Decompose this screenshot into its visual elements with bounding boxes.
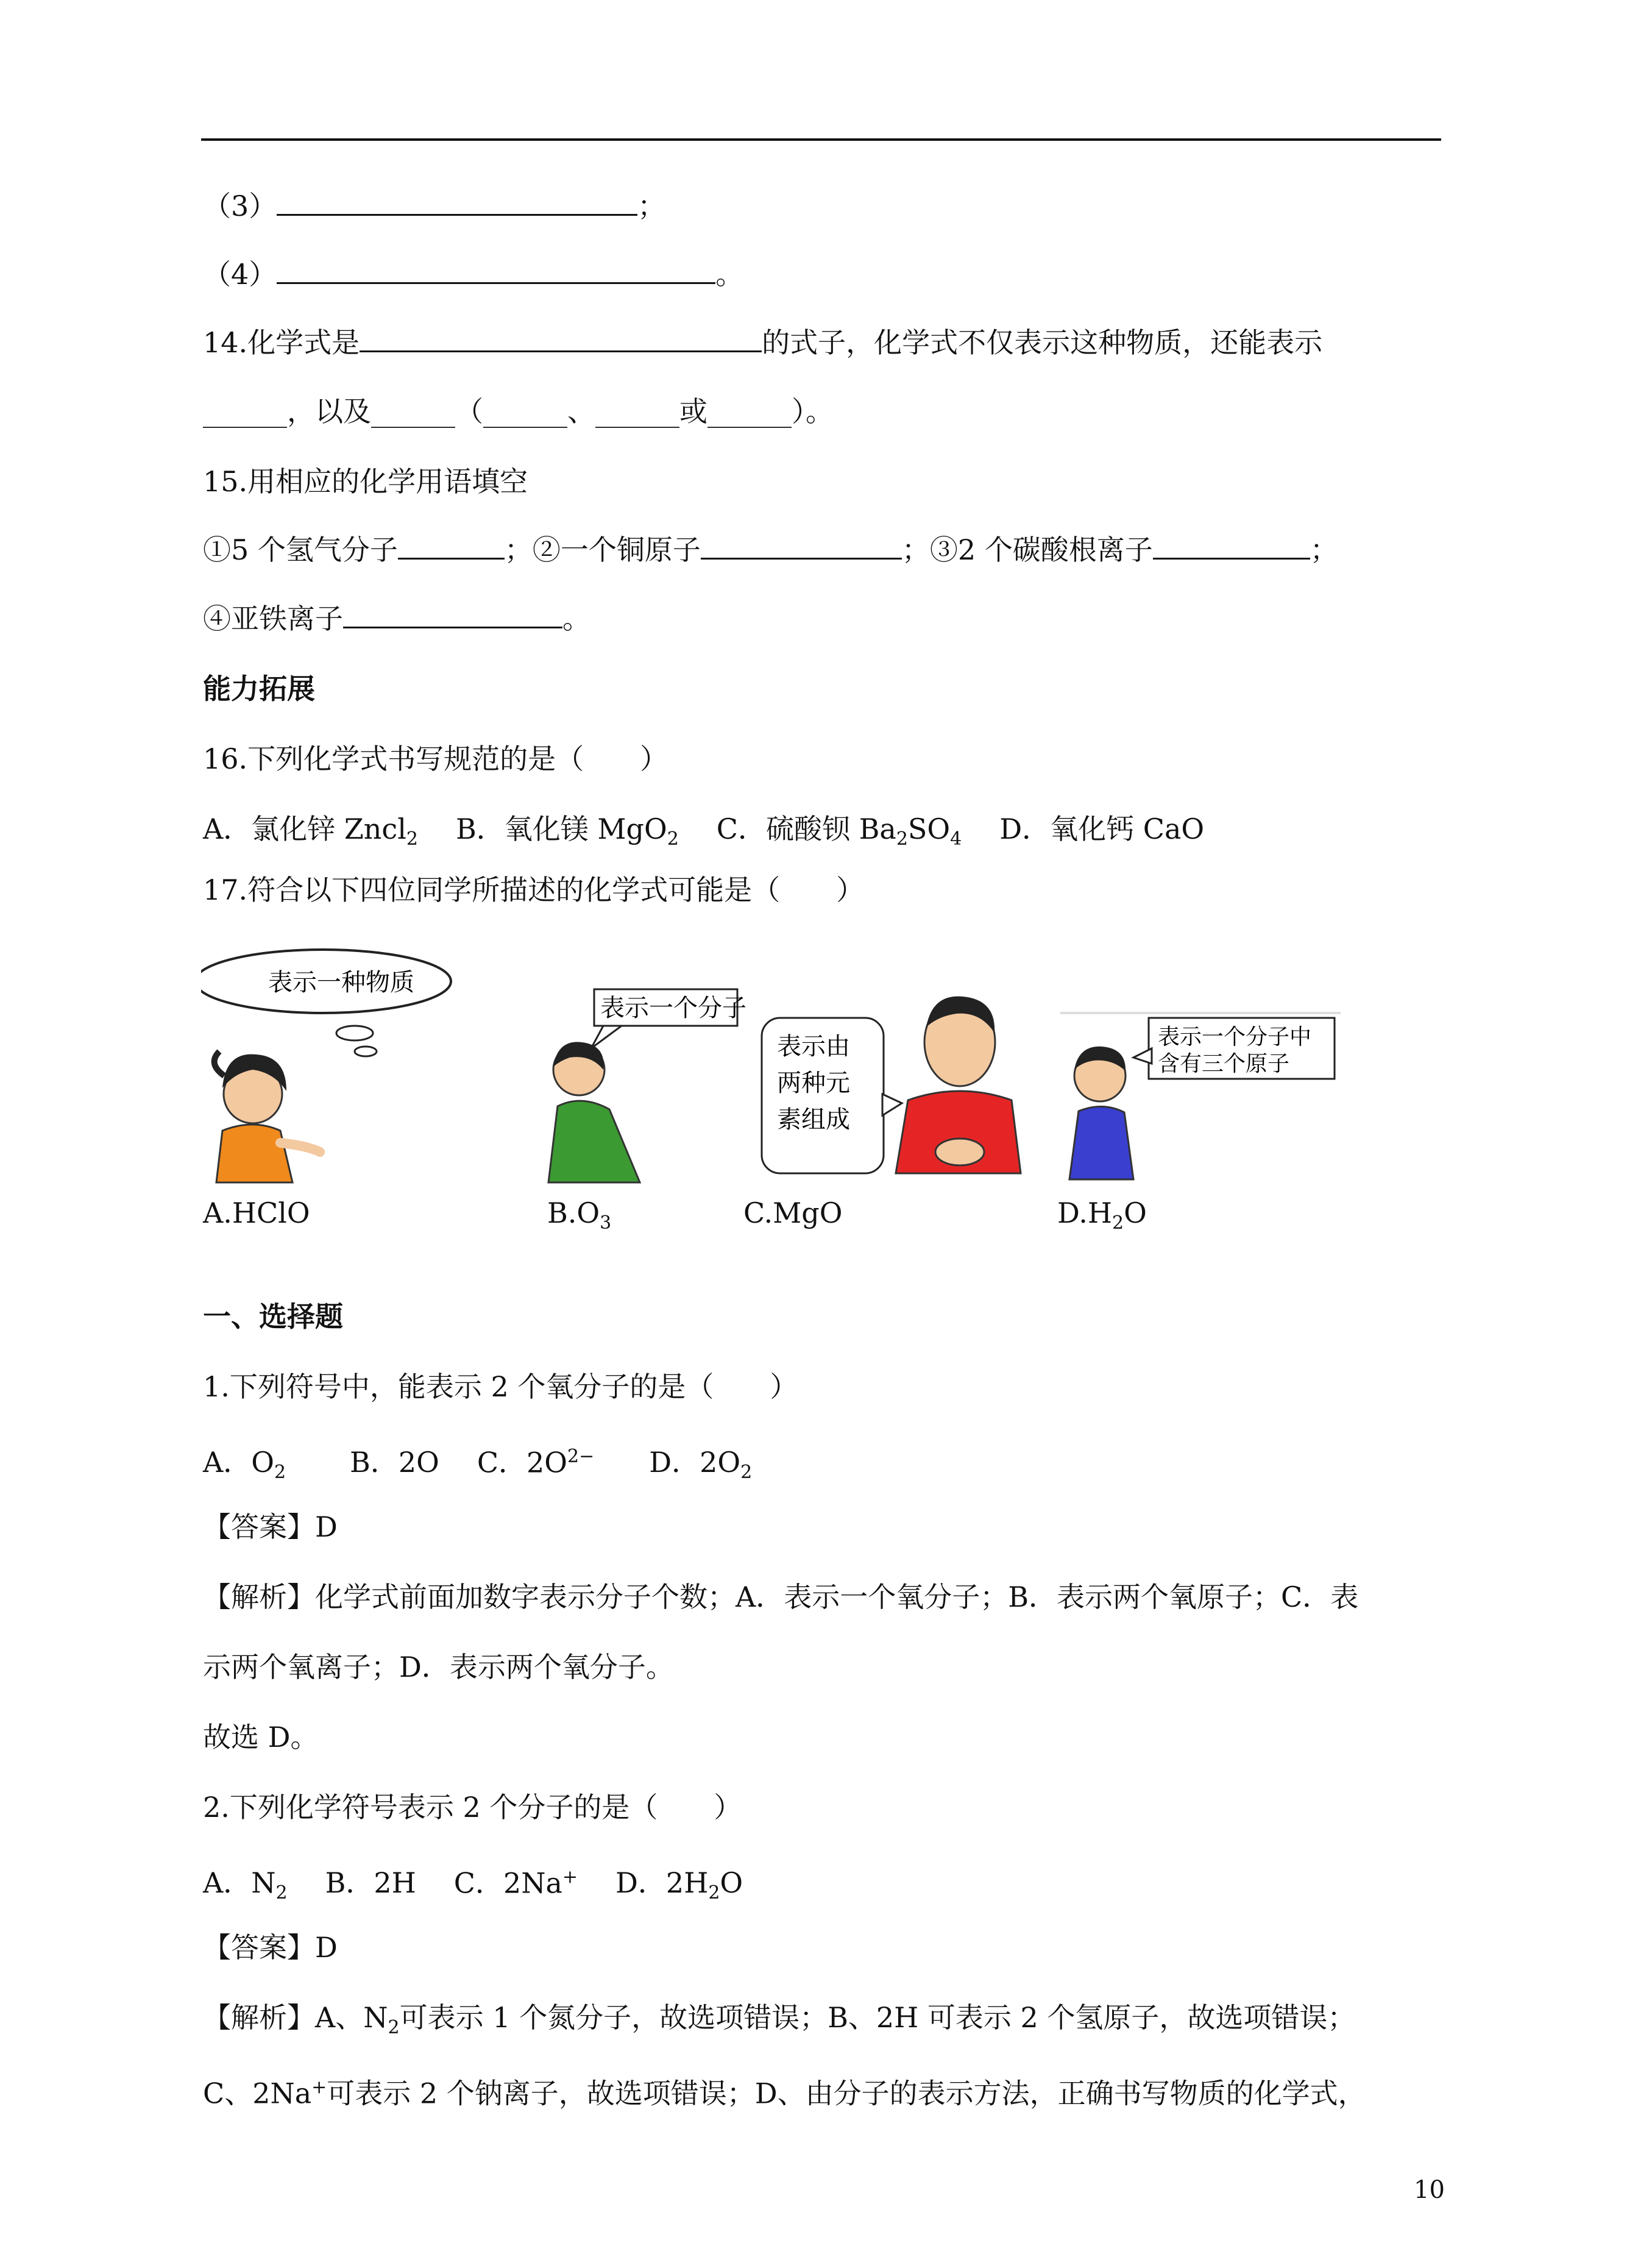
q17-option-b: $B.O_3$ (547, 1196, 612, 1234)
boy-blue-figure (1060, 1012, 1341, 1179)
bubble-1-text: 表示一种物质 (268, 969, 414, 997)
p2-option-b: B．2H (325, 1866, 416, 1900)
boy-green-figure (548, 989, 746, 1182)
bubble-4-line-1: 表示一个分子中 (1158, 1025, 1312, 1050)
p2-analysis-line-2: C、2Na+可表示 2 个钠离子，故选项错误；D、由分子的表示方法，正确书写物质的化学式， (203, 2077, 1366, 2110)
q17-option-d: $D.H_2O$ (1057, 1196, 1147, 1234)
p1-stem: 1.下列符号中，能表示 2 个氧分子的是（ ） (203, 1370, 798, 1403)
q13-4-blank (277, 258, 715, 284)
q13-3-prefix: （3） (203, 190, 277, 222)
p2-stem: 2.下列化学符号表示 2 个分子的是（ ） (203, 1791, 742, 1824)
q15-item-2: ；②一个铜原子 (504, 533, 701, 566)
q17-illustration (201, 942, 1341, 1198)
page-number: 10 (1414, 2176, 1445, 2204)
bubble-3-line-2: 两种元 (777, 1069, 850, 1097)
q16-option-d: D．氧化钙 CaO (999, 812, 1205, 845)
q15-items (203, 531, 1338, 568)
p1-analysis-line-2: 示两个氧离子；D．表示两个氧分子。 (203, 1651, 674, 1683)
q16-option-a: A．氯化锌 Zncl$_2$ (203, 812, 418, 850)
q14-line-1 (203, 324, 1322, 361)
boy-red-figure (762, 997, 1021, 1173)
p1-conclusion: 故选 D。 (203, 1721, 319, 1754)
q16-stem: 16.下列化学式书写规范的是（ ） (203, 742, 668, 775)
q13-4-prefix: （4） (203, 258, 277, 291)
p2-options (203, 1859, 781, 1912)
bubble-3-line-3: 素组成 (777, 1106, 850, 1134)
bubble-3-line-1: 表示由 (777, 1033, 850, 1061)
q16-options (203, 811, 1242, 858)
q15-blank-3 (1153, 533, 1310, 560)
p1-option-c: C．$2O^{2-}$ (477, 1446, 595, 1479)
q13-3-suffix: ； (637, 190, 666, 222)
q15-item-3: ；③2 个碳酸根离子 (901, 533, 1153, 566)
section-ability-heading: 能力拓展 (203, 672, 315, 705)
q17-stem: 17.符合以下四位同学所描述的化学式可能是（ ） (203, 873, 865, 906)
q15-blank-4 (343, 602, 562, 628)
header-rule (201, 138, 1441, 141)
q16-option-b: B．氧化镁 MgO$_2$ (456, 812, 679, 850)
q13-line-4 (203, 256, 743, 293)
section-choice-heading: 一、选择题 (203, 1300, 343, 1333)
q17-option-c: C.MgO (743, 1196, 843, 1229)
q14-blank (360, 326, 762, 352)
q15-item-4: ④亚铁离子 (203, 602, 343, 635)
girl-figure (201, 950, 451, 1182)
q13-3-blank (277, 190, 637, 216)
q15-item4-line (203, 600, 590, 637)
q15-blank-1 (398, 533, 505, 560)
q14-line-2: ______，以及______（______、______或______）。 (203, 395, 834, 428)
q13-line-3 (203, 188, 665, 224)
p1-analysis-line-1: 【解析】化学式前面加数字表示分子个数；A．表示一个氧分子；B．表示两个氧原子；C．表 (203, 1580, 1359, 1613)
bubble-4-line-2: 含有三个原子 (1158, 1051, 1290, 1076)
q16-option-c: C．硫酸钡 $Ba_2SO_4$ (716, 812, 962, 850)
p2-answer: 【答案】D (203, 1931, 338, 1964)
p2-analysis-line-1: 【解析】A、$N_2$可表示 1 个氮分子，故选项错误；B、2H 可表示 2 个氢原子，故选项错误； (203, 2001, 1356, 2039)
q15-item-1: ①5 个氢气分子 (203, 533, 398, 566)
p1-options (203, 1438, 790, 1491)
p2-option-d: D．$2H_2O$ (615, 1866, 743, 1904)
q15-blank-2 (701, 533, 902, 560)
q14-text-b: 的式子，化学式不仅表示这种物质，还能表示 (762, 326, 1323, 359)
p1-option-d: D．$2O_2$ (649, 1446, 753, 1484)
q15-item-end: ； (1310, 533, 1338, 566)
p1-answer: 【答案】D (203, 1510, 338, 1543)
q13-4-suffix: 。 (715, 258, 744, 291)
p2-option-c: C．2Na+ (453, 1866, 578, 1900)
bubble-2-text: 表示一个分子 (600, 994, 746, 1022)
p1-option-a: A．$O_2$ (203, 1446, 286, 1484)
q15-item4-end: 。 (562, 602, 590, 635)
p2-option-a: A．$N_2$ (203, 1866, 288, 1904)
p1-option-b: B．2O (350, 1446, 439, 1479)
q17-option-a: A.HClO (203, 1196, 310, 1229)
q14-text-a: 14.化学式是 (203, 326, 360, 359)
q15-title: 15.用相应的化学用语填空 (203, 465, 528, 498)
